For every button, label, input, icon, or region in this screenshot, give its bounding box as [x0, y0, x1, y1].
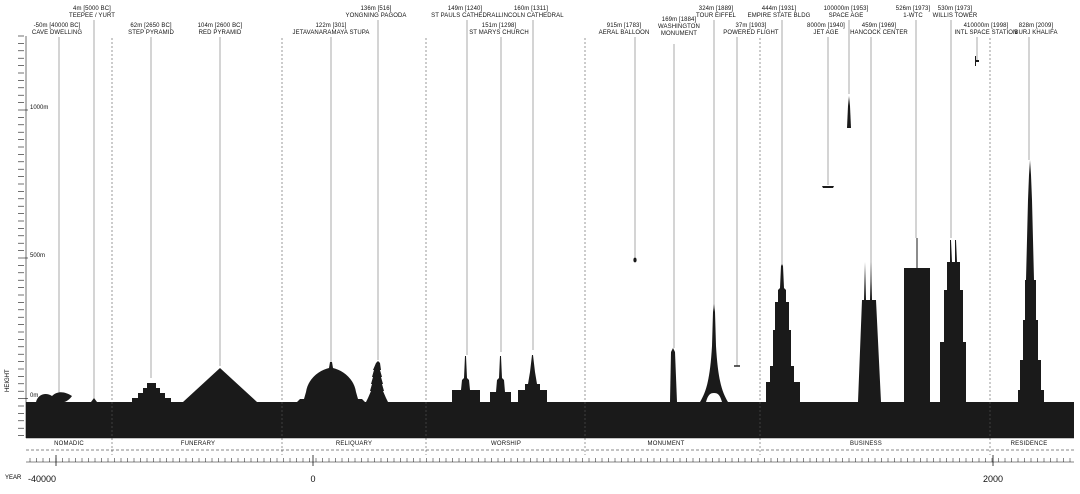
structure-label: 530m [1973] WILLIS TOWER: [932, 6, 978, 19]
structure-label: 62m [2650 BC] STEP PYRAMID: [128, 23, 174, 36]
structure-label: 8000m [1940] JET AGE: [807, 23, 845, 36]
ground-band: [26, 402, 1074, 438]
category-label-worship: WORSHIP: [490, 441, 522, 447]
st-pauls-icon: [452, 356, 480, 402]
teepee-icon: [91, 398, 97, 402]
st-marys-icon: [490, 356, 511, 402]
structure-label: 136m [516] YONGNING PAGODA: [345, 6, 407, 19]
balloon-icon: [633, 258, 636, 263]
wtc-icon: [904, 268, 930, 402]
pagoda-icon: [366, 361, 388, 402]
category-label-business: BUSINESS: [850, 441, 882, 447]
height-tick-label: 500m: [30, 253, 46, 259]
structure-label: 324m [1889] TOUR EIFFEL: [696, 6, 736, 19]
stupa-icon: [297, 362, 365, 402]
structure-label: 828m [2009] BURJ KHALIFA: [1014, 23, 1058, 36]
structure-label: 915m [1783] AERAL BALLOON: [598, 23, 650, 36]
structure-label: 526m [1973] 1-WTC: [895, 6, 931, 19]
category-label-funerary: FUNERARY: [180, 441, 216, 447]
structure-label: 444m [1931] EMPIRE STATE BLDG: [747, 6, 811, 19]
structure-label: 104m [2600 BC] RED PYRAMID: [197, 23, 243, 36]
height-axis-label: HEIGHT: [5, 369, 11, 392]
burj-khalifa-icon: [1018, 160, 1044, 402]
year-tick-label: -40000: [27, 474, 57, 484]
year-axis-label: YEAR: [5, 475, 22, 481]
structure-label: 4m [5000 BC] TEEPEE / YURT: [68, 6, 116, 19]
structure-label: 149m [1240] ST PAULS CATHEDRAL: [431, 6, 499, 19]
year-tick-label: 0: [310, 474, 316, 484]
empire-state-icon: [766, 264, 800, 402]
structure-label: 100000m [1953] SPACE AGE: [823, 6, 869, 19]
height-tick-label: 1000m: [30, 105, 49, 111]
category-label-nomadic: NOMADIC: [54, 441, 84, 447]
hancock-center-icon: [858, 262, 881, 402]
structure-label: 169m [1884] WASHINGTON MONUMENT: [657, 17, 701, 37]
structure-label: 459m [1969] HANCOCK CENTER: [850, 23, 908, 36]
lincoln-cathedral-icon: [518, 355, 547, 402]
washington-monument-icon: [670, 348, 677, 402]
eiffel-tower-icon: [700, 304, 728, 402]
structure-label: 410000m [1998] INTL SPACE STATION: [954, 23, 1018, 36]
willis-tower-icon: [940, 240, 966, 402]
category-label-reliquary: RELIQUARY: [335, 441, 373, 447]
rocket-icon: [847, 96, 851, 128]
step-pyramid-icon: [132, 383, 171, 402]
jet-icon: [822, 186, 834, 188]
cave-dwelling-icon: [36, 392, 72, 402]
structure-label: 151m [1298] ST MARYS CHURCH: [469, 23, 529, 36]
structure-label: 37m [1903] POWERED FLIGHT: [723, 23, 779, 36]
red-pyramid-icon: [183, 368, 257, 402]
structure-label: -50m [40000 BC] CAVE DWELLING: [31, 23, 83, 36]
structure-label: 160m [1311] LINCOLN CATHEDRAL: [498, 6, 564, 19]
category-label-residence: RESIDENCE: [1010, 441, 1048, 447]
category-label-monument: MONUMENT: [647, 441, 685, 447]
structure-label: 122m [301] JETAVANARAMAYA STUPA: [292, 23, 370, 36]
year-tick-label: 2000: [982, 474, 1004, 484]
height-tick-label: 0m: [30, 393, 39, 399]
